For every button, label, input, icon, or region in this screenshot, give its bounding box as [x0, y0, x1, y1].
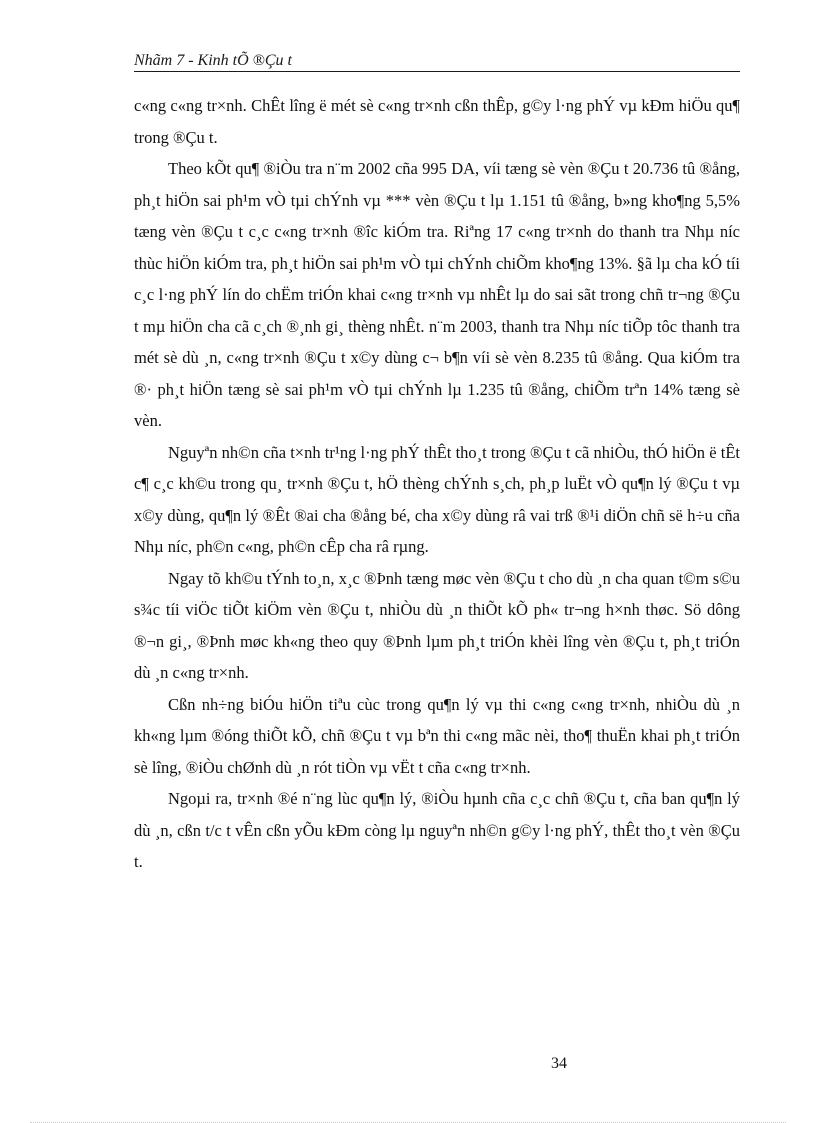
- paragraph: Theo kÕt qu¶ ®iÒu tra n¨m 2002 cña 995 DA, víi tæng sè vèn ®Çu t 20.736 tû ®ång, ph¸t hiÖn sai ph¹m vÒ tµi chÝnh vµ *** vèn ®Çu t lµ 1.151 tû ®ång, b»ng kho¶ng 5,5% tæng vèn ®Çu t c¸c c«ng tr×nh ®îc kiÓm tra. Riªng 17 c«ng tr×nh do thanh tra Nhµ níc thùc hiÖn kiÓm tra, ph¸t hiÖn sai ph¹m vÒ tµi chÝnh chiÕm kho¶ng 13%. §ã lµ cha kÓ tíi c¸c l·ng phÝ lín do chËm triÓn khai c«ng tr×nh vµ nhÊt lµ do sai sãt trong chñ tr¬ng ®Çu t mµ hiÖn cha cã c¸ch ®¸nh gi¸ thèng nhÊt. n¨m 2003, thanh tra Nhµ níc tiÕp tôc thanh tra mét sè dù ¸n, c«ng tr×nh ®Çu t x©y dùng c¬ b¶n víi sè vèn 8.235 tû ®ång. Qua kiÓm tra ®· ph¸t hiÖn tæng sè sai ph¹m vÒ tµi chÝnh lµ 1.235 tû ®ång, chiÕm trªn 14% tæng sè vèn.: [134, 159, 740, 430]
- paragraph: Nguyªn nh©n cña t×nh tr¹ng l·ng phÝ thÊt tho¸t trong ®Çu t cã nhiÒu, thÓ hiÖn ë tÊt c¶ c¸c kh©u trong qu¸ tr×nh ®Çu t, hÖ thèng chÝnh s¸ch, ph¸p luËt vÒ qu¶n lý ®Çu t vµ x©y dùng, qu¶n lý ®Êt ®ai cha ®ång bé, cha x©y dùng râ vai trß ®¹i diÖn chñ së h÷u cña Nhµ níc, ph©n c«ng, ph©n cÊp cha râ rµng.: [134, 442, 740, 556]
- header-divider: [134, 71, 740, 72]
- body-text: [134, 90, 740, 878]
- paragraph: Cßn nh÷ng biÓu hiÖn tiªu cùc trong qu¶n lý vµ thi c«ng c«ng tr×nh, nhiÒu dù ¸n kh«ng lµm ®óng thiÕt kÕ, chñ ®Çu t vµ bªn thi c«ng mãc nèi, tho¶ thuËn khai ph¸t triÓn sè lîng, ®iÒu chØnh dù ¸n rót tiÒn vµ vËt t cña c«ng tr×nh.: [134, 694, 740, 777]
- paragraph: c«ng c«ng tr×nh. ChÊt lîng ë mét sè c«ng tr×nh cßn thÊp, g©y l·ng phÝ vµ kÐm hiÖu qu¶ trong ®Çu t.: [134, 96, 740, 147]
- page-number: 34: [551, 1055, 567, 1072]
- running-header: Nhãm 7 - Kinh tÕ ®Çu t: [134, 52, 292, 69]
- paragraph: Ngoµi ra, tr×nh ®é n¨ng lùc qu¶n lý, ®iÒu hµnh cña c¸c chñ ®Çu t, cña ban qu¶n lý dù ¸n, cßn t/c t vÊn cßn yÕu kÐm còng lµ nguyªn nh©n g©y l·ng phÝ, thÊt tho¸t vèn ®Çu t.: [134, 789, 740, 871]
- paragraph: Ngay tõ kh©u tÝnh to¸n, x¸c ®Þnh tæng møc vèn ®Çu t cho dù ¸n cha quan t©m s©u s¾c tíi viÖc tiÕt kiÖm vèn ®Çu t, nhiÒu dù ¸n thiÕt kÕ ph« tr¬ng h×nh thøc. Sö dông ®¬n gi¸, ®Þnh møc kh«ng theo quy ®Þnh lµm ph¸t triÓn khèi lîng vèn ®Çu t, ph¸t triÓn dù ¸n c«ng tr×nh.: [134, 568, 740, 682]
